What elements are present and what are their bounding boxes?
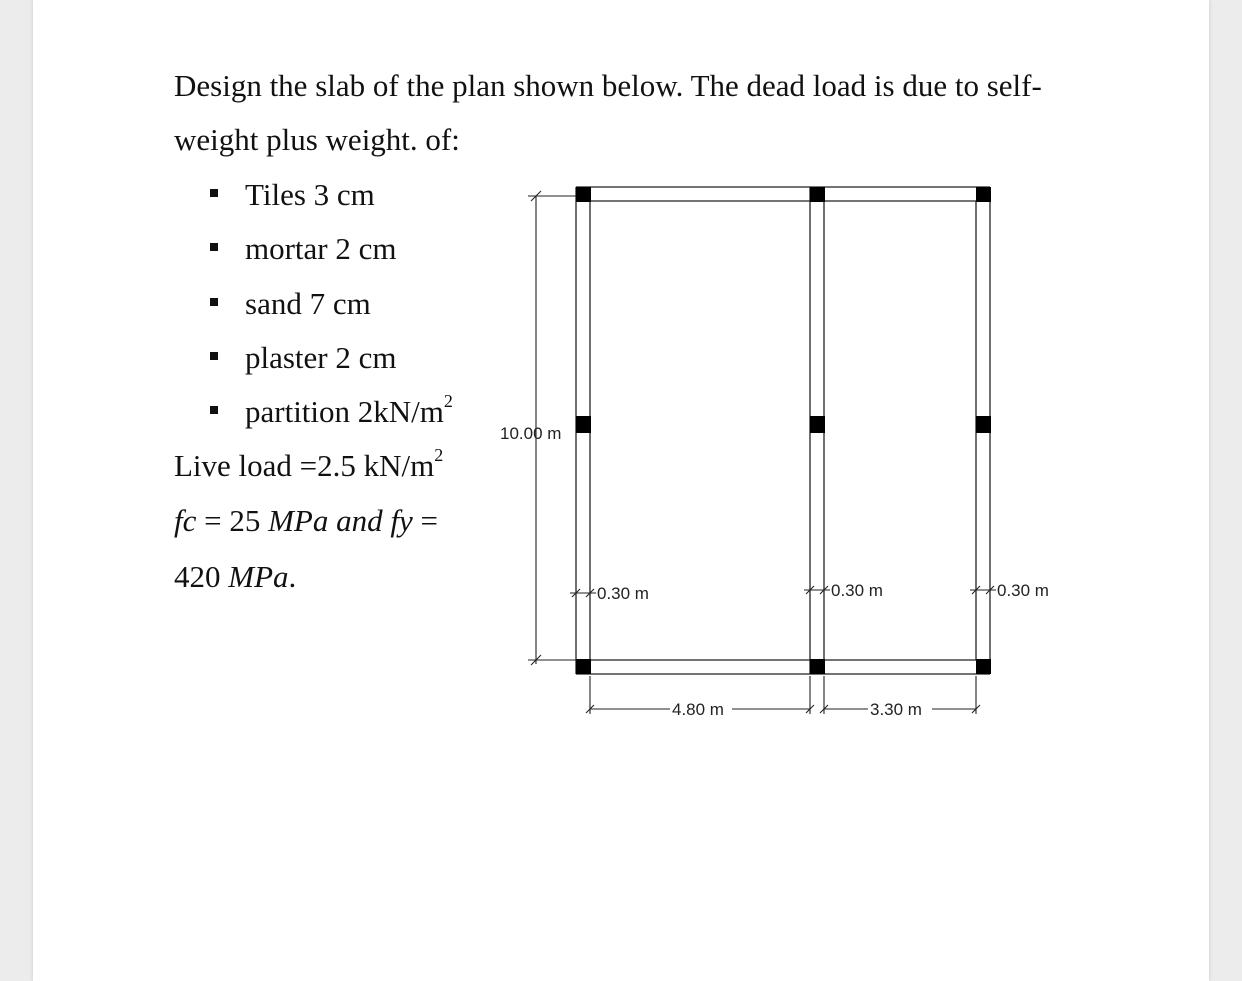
column [810,659,825,674]
load-sand: sand 7 cm [245,286,371,321]
material-strength-line: fc = 25 MPa and fy = [174,503,438,538]
column [810,187,825,202]
intro-line-1: Design the slab of the plan shown below. The dead load is due to self- [174,68,1042,103]
column [576,187,591,202]
column [576,659,591,674]
load-mortar: mortar 2 cm [245,231,397,266]
column [976,416,991,433]
column [976,187,991,202]
span-label-right: 3.30 m [870,700,922,719]
column [810,416,825,433]
beam-width-label-left: 0.30 m [597,584,649,603]
load-tiles: Tiles 3 cm [245,177,375,212]
load-partition: partition $2kN/m^2$ [245,391,453,429]
span-label-left: 4.80 m [672,700,724,719]
column [976,659,991,674]
live-load: Live load =2.5 $kN/m^2$ [174,445,444,483]
column [576,416,591,433]
beam-width-label-right: 0.30 m [997,581,1049,600]
load-plaster: plaster 2 cm [245,340,397,375]
fy-value-line: 420 MPa. [174,559,297,594]
beam-width-label-middle: 0.30 m [831,581,883,600]
height-dimension-label: 10.00 m [500,424,562,443]
intro-line-2: weight plus weight. of: [174,122,460,157]
